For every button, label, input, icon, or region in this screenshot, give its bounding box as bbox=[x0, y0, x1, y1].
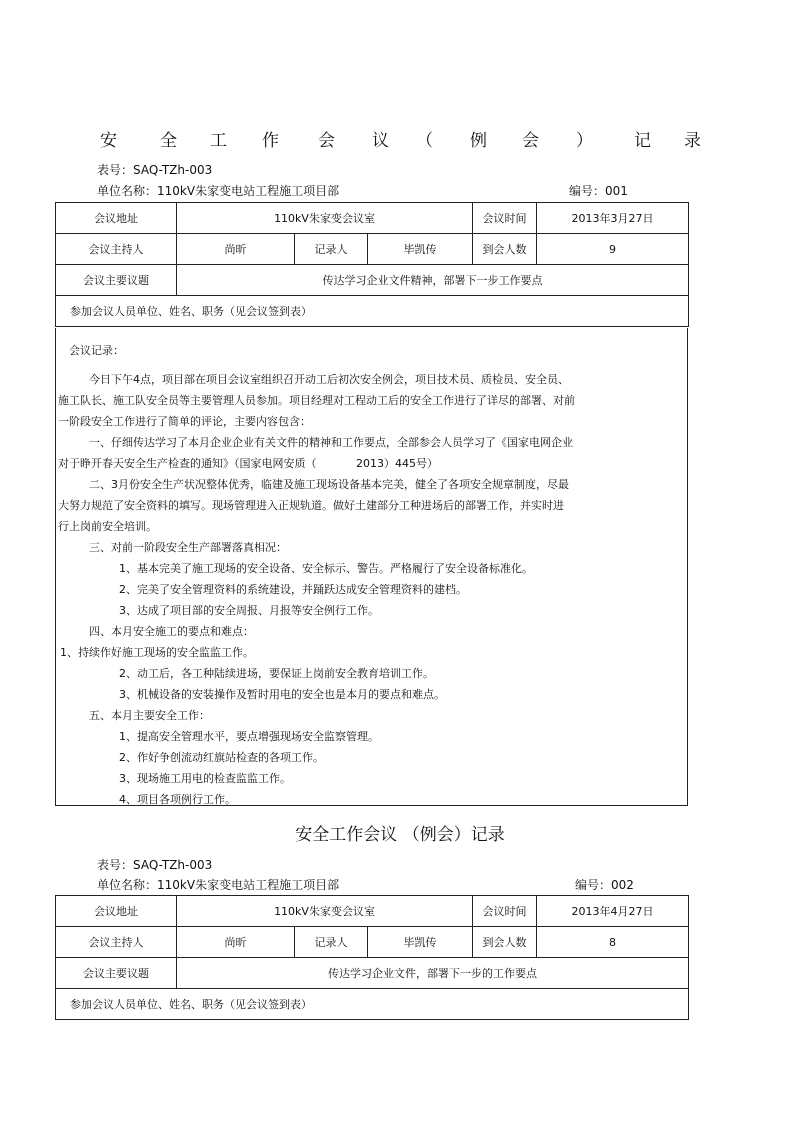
title-char: 会 bbox=[522, 131, 539, 151]
recorder-label: 记录人 bbox=[295, 234, 368, 265]
title-char: （ bbox=[416, 131, 433, 151]
minutes-line: 行上岗前安全培训。 bbox=[58, 520, 157, 533]
table-row bbox=[56, 234, 689, 265]
minutes-line: 4、项目各项例行工作。 bbox=[119, 793, 236, 806]
recorder-label: 记录人 bbox=[295, 927, 368, 958]
minutes-line: 今日下午4点，项目部在项目会议室组织召开动工后初次安全例会，项目技术员、质检员、安全员、 bbox=[89, 373, 569, 386]
table-row bbox=[56, 265, 689, 296]
time-value: 2013年4月27日 bbox=[537, 896, 689, 927]
minutes-line: 1、持续作好施工现场的安全监监工作。 bbox=[60, 646, 254, 659]
participants-label: 参加会议人员单位、姓名、职务（见会议签到表） bbox=[56, 296, 689, 327]
title-char: 录 bbox=[684, 131, 701, 151]
table-row bbox=[56, 989, 689, 1020]
attendance-label: 到会人数 bbox=[473, 234, 537, 265]
minutes-line: 施工队长、施工队安全员等主要管理人员参加。项目经理对工程动工后的安全工作进行了详尽的部署、对前 bbox=[58, 394, 575, 407]
minutes-line: 2013）445号） bbox=[356, 457, 438, 470]
minutes-line: 四、本月安全施工的要点和难点： bbox=[89, 625, 254, 638]
title-char: 议 bbox=[372, 131, 389, 151]
minutes-line: 二、3月份安全生产状况整体优秀，临建及施工现场设备基本完美，健全了各项安全规章制度，尽最 bbox=[89, 478, 569, 491]
attendance-value: 8 bbox=[537, 927, 689, 958]
serial-number: 编号：001 bbox=[569, 184, 628, 198]
minutes-line: 2、完美了安全管理资料的系统建设，并踊跃达成安全管理资料的建档。 bbox=[119, 583, 467, 596]
attendance-value: 9 bbox=[537, 234, 689, 265]
serial-number: 编号：002 bbox=[575, 878, 634, 892]
minutes-line: 五、本月主要安全工作： bbox=[89, 709, 210, 722]
table-row bbox=[56, 203, 689, 234]
location-label: 会议地址 bbox=[56, 896, 177, 927]
table-row bbox=[56, 927, 689, 958]
minutes-line: 大努力规范了安全资料的填写。现场管理进入正规轨道。做好土建部分工种进场后的部署工作，并实时进 bbox=[58, 499, 564, 512]
minutes-line: 3、达成了项目部的安全周报、月报等安全例行工作。 bbox=[119, 604, 379, 617]
minutes-line: 三、对前一阶段安全生产部署落真相况： bbox=[89, 541, 287, 554]
minutes-line: 2、动工后，各工种陆续进场，要保证上岗前安全教育培训工作。 bbox=[119, 667, 434, 680]
host-value: 尚昕 bbox=[177, 927, 295, 958]
minutes-line: 1、基本完美了施工现场的安全设备、安全标示、警告。严格履行了安全设备标准化。 bbox=[119, 562, 533, 575]
form-number: 表号：SAQ-TZh-003 bbox=[97, 163, 213, 177]
minutes-line: 一、仔细传达学习了本月企业企业有关文件的精神和工作要点，全部参会人员学习了《国家电网企业 bbox=[89, 436, 573, 449]
minutes-line: 3、机械设备的安装操作及暂时用电的安全也是本月的要点和难点。 bbox=[119, 688, 445, 701]
table-row bbox=[56, 958, 689, 989]
recorder-value: 毕凯传 bbox=[368, 234, 473, 265]
record2-title: 安全工作会议 （例会）记录 bbox=[295, 825, 505, 845]
location-label: 会议地址 bbox=[56, 203, 177, 234]
host-label: 会议主持人 bbox=[56, 234, 177, 265]
title-char: 会 bbox=[318, 131, 335, 151]
location-value: 110kV朱家变会议室 bbox=[177, 203, 473, 234]
title-char: 全 bbox=[160, 131, 177, 151]
minutes-line: 2、作好争创流动红旗站检查的各项工作。 bbox=[119, 751, 324, 764]
time-label: 会议时间 bbox=[473, 203, 537, 234]
minutes-heading: 会议记录： bbox=[69, 344, 124, 357]
host-label: 会议主持人 bbox=[56, 927, 177, 958]
form-number: 表号：SAQ-TZh-003 bbox=[97, 858, 213, 872]
attendance-label: 到会人数 bbox=[473, 927, 537, 958]
minutes-line: 一阶段安全工作进行了简单的评论，主要内容包含： bbox=[58, 415, 311, 428]
title-char: 安 bbox=[100, 131, 117, 151]
topic-label: 会议主要议题 bbox=[56, 265, 177, 296]
meeting-minutes bbox=[55, 328, 688, 806]
topic-label: 会议主要议题 bbox=[56, 958, 177, 989]
record2-info-table bbox=[55, 895, 689, 1020]
minutes-line: 3、现场施工用电的检查监监工作。 bbox=[119, 772, 291, 785]
unit-name: 单位名称：110kV朱家变电站工程施工项目部 bbox=[97, 878, 340, 892]
participants-label: 参加会议人员单位、姓名、职务（见会议签到表） bbox=[56, 989, 689, 1020]
recorder-value: 毕凯传 bbox=[368, 927, 473, 958]
topic-value: 传达学习企业文件精神，部署下一步工作要点 bbox=[177, 265, 689, 296]
location-value: 110kV朱家变会议室 bbox=[177, 896, 473, 927]
title-char: ） bbox=[576, 131, 593, 151]
unit-name: 单位名称：110kV朱家变电站工程施工项目部 bbox=[97, 184, 340, 198]
title-char: 记 bbox=[634, 131, 651, 151]
table-row bbox=[56, 296, 689, 327]
title-char: 工 bbox=[210, 131, 227, 151]
table-row bbox=[56, 896, 689, 927]
topic-value: 传达学习企业文件，部署下一步的工作要点 bbox=[177, 958, 689, 989]
title-char: 作 bbox=[262, 131, 279, 151]
record1-info-table bbox=[55, 202, 689, 327]
time-value: 2013年3月27日 bbox=[537, 203, 689, 234]
minutes-line: 对于睁开春天安全生产检查的通知》（国家电网安质（ bbox=[58, 457, 317, 470]
title-char: 例 bbox=[470, 131, 487, 151]
time-label: 会议时间 bbox=[473, 896, 537, 927]
minutes-line: 1、提高安全管理水平，要点增强现场安全监察管理。 bbox=[119, 730, 379, 743]
host-value: 尚昕 bbox=[177, 234, 295, 265]
